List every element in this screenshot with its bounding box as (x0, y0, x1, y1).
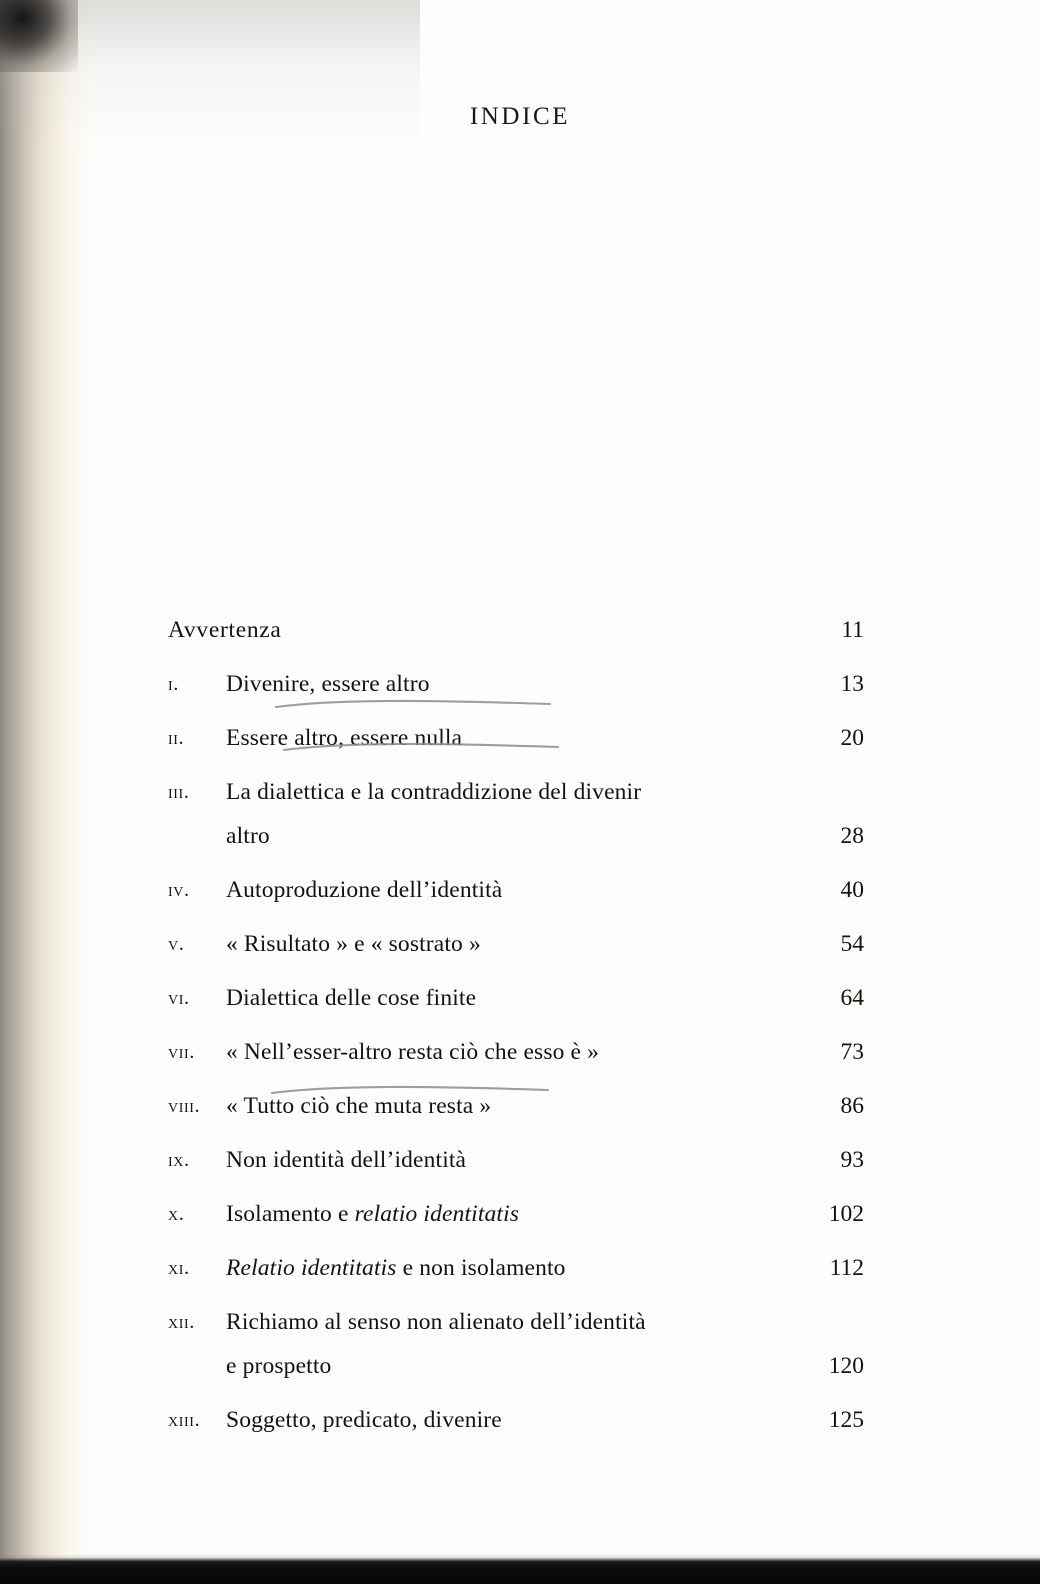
toc-entry[interactable] (168, 608, 864, 652)
toc-entry-title: Essere altro, essere nulla (226, 725, 463, 751)
toc-entry[interactable] (168, 868, 864, 912)
toc-entry-numeral: iii. (168, 781, 190, 803)
toc-entry[interactable] (168, 1030, 864, 1074)
toc-entry[interactable] (168, 976, 864, 1020)
toc-title-italic: Relatio identitatis (226, 1255, 397, 1281)
toc-entry-title: Divenire, essere altro (226, 671, 430, 697)
toc-entry[interactable] (168, 1084, 864, 1128)
toc-entry-numeral: vii. (168, 1041, 195, 1063)
toc-title-plain: e non isolamento (396, 1255, 566, 1281)
toc-entry-page-number: 120 (828, 1353, 864, 1379)
toc-entry-title: « Tutto ciò che muta resta » (226, 1093, 492, 1119)
toc-entry-title-line: Richiamo al senso non alienato dell’identità (226, 1309, 646, 1335)
toc-entry-numeral: xii. (168, 1311, 195, 1333)
toc-entry[interactable] (168, 1192, 864, 1236)
toc-entry-title-line: La dialettica e la contraddizione del divenir (226, 779, 642, 805)
toc-entry-title (226, 770, 786, 858)
toc-entry[interactable] (168, 716, 864, 760)
toc-entry-page-number: 40 (840, 877, 864, 903)
toc-entry-page-number: 112 (829, 1255, 864, 1281)
toc-entry-title: Soggetto, predicato, divenire (226, 1407, 502, 1433)
toc-entry[interactable] (168, 1300, 864, 1388)
binding-gutter-shadow (0, 0, 95, 1584)
toc-title-plain: Isolamento e (226, 1201, 355, 1227)
toc-entry[interactable] (168, 662, 864, 706)
toc-entry-page-number: 93 (840, 1147, 864, 1173)
toc-entry-title: « Nell’esser-altro resta ciò che esso è » (226, 1039, 600, 1065)
page-title: INDICE (469, 103, 571, 130)
toc-entry-numeral: ii. (168, 727, 185, 749)
toc-entry-page-number: 28 (840, 823, 864, 849)
toc-entry-title-line: altro (226, 823, 270, 849)
toc-entry-numeral: x. (168, 1203, 185, 1225)
toc-entry-numeral: viii. (168, 1095, 201, 1117)
toc-entry-page-number: 86 (840, 1093, 864, 1119)
toc-entry-page-number: 125 (828, 1407, 864, 1433)
scan-corner-smudge (0, 0, 78, 72)
toc-entry-numeral: vi. (168, 987, 190, 1009)
toc-entry-numeral: ix. (168, 1149, 190, 1171)
toc-entry-page-number: 20 (840, 725, 864, 751)
toc-entry-numeral: i. (168, 673, 179, 695)
toc-entry-title (226, 1300, 786, 1388)
toc-entry-title: « Risultato » e « sostrato » (226, 931, 481, 957)
scanner-dark-band (0, 1558, 1040, 1584)
table-of-contents (168, 608, 864, 1452)
toc-entry-title: Autoproduzione dell’identità (226, 877, 503, 903)
toc-entry-numeral: v. (168, 933, 185, 955)
toc-entry[interactable] (168, 770, 864, 858)
toc-entry-page-number: 73 (840, 1039, 864, 1065)
toc-entry-title: Avvertenza (168, 617, 282, 643)
toc-entry[interactable] (168, 1138, 864, 1182)
toc-entry-page-number: 54 (840, 931, 864, 957)
toc-entry-title (226, 1192, 786, 1236)
toc-entry-title (226, 1246, 786, 1290)
toc-entry[interactable] (168, 922, 864, 966)
toc-entry-page-number: 64 (840, 985, 864, 1011)
toc-entry[interactable] (168, 1398, 864, 1442)
toc-title-italic: relatio identitatis (354, 1201, 520, 1227)
page-bottom-edge (0, 1554, 1040, 1562)
toc-entry[interactable] (168, 1246, 864, 1290)
toc-entry-title-line: e prospetto (226, 1353, 332, 1379)
toc-entry-numeral: xiii. (168, 1409, 201, 1431)
toc-entry-page-number: 102 (828, 1201, 864, 1227)
toc-entry-title: Dialettica delle cose finite (226, 985, 477, 1011)
toc-entry-page-number: 13 (840, 671, 864, 697)
toc-entry-numeral: xi. (168, 1257, 190, 1279)
toc-entry-numeral: iv. (168, 879, 190, 901)
toc-entry-page-number: 11 (841, 617, 864, 643)
toc-entry-title: Non identità dell’identità (226, 1147, 467, 1173)
